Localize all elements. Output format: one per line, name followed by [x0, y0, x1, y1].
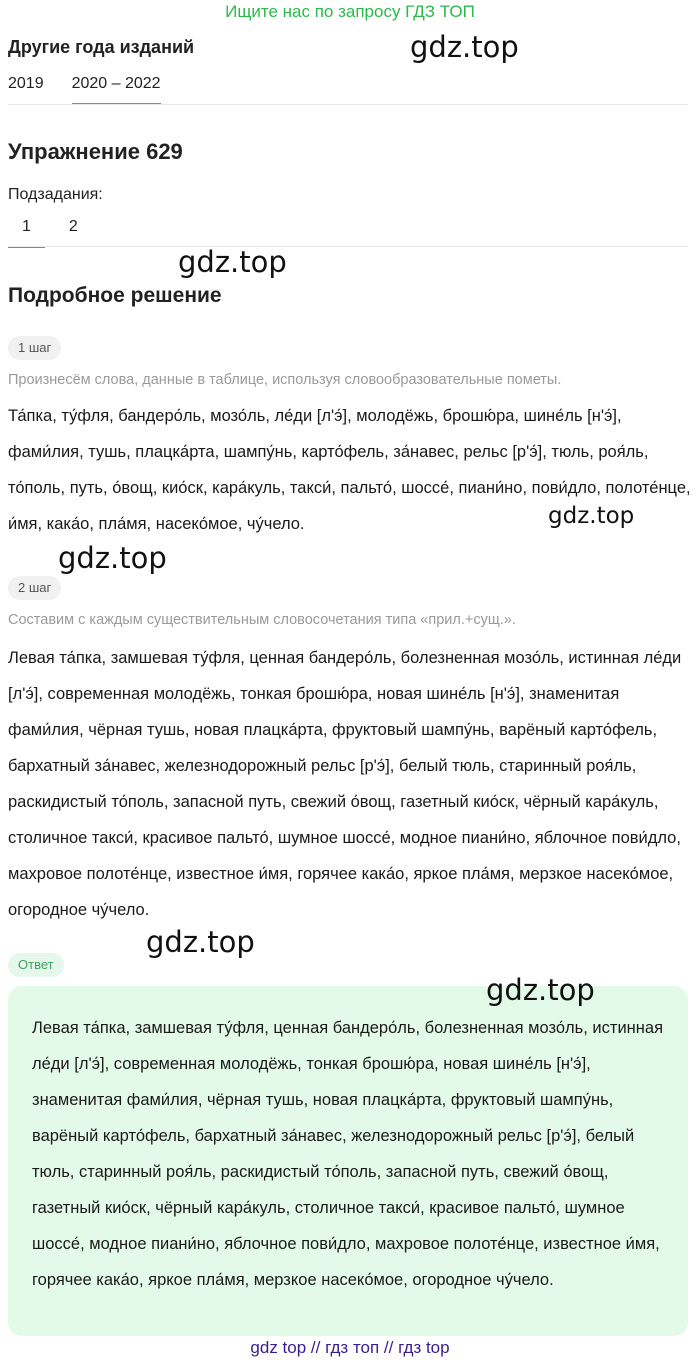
watermark: gdz.top	[548, 503, 635, 529]
footer-links[interactable]: gdz top // гдз топ // гдз top	[250, 1338, 450, 1357]
exercise-title: Упражнение 629	[8, 139, 183, 164]
answer-text: Левая та́пка, замшевая ту́фля, ценная бандеро́ль, болезненная мозо́ль, истинная ле́ди [л'э́], современная молодёжь, тонкая брошю́ра, новая шине́ль [н'э́], знаменитая фами́лия, чёрная тушь, новая плацка́рта, фруктовый шампу́нь, варёный карто́фель, бархатный за́навес, железнодорожный рельс [р'э́], белый тюль, старинный роя́ль, раскидистый то́поль, запасной путь, свежий о́вощ, газетный кио́ск, чёрный кара́куль, столичное такси́, красивое пальто́, шумное шоссе́, модное пиани́но, яблочное пови́дло, махровое полоте́нце, известное и́мя, горячее кака́о, яркое пла́мя, мерзкое насеко́мое, огородное чу́чело.	[32, 1019, 664, 1289]
step-hint: Составим с каждым существительным словосочетания типа «прил.+сущ.».	[8, 612, 516, 628]
year-tabs	[8, 75, 189, 105]
watermark: gdz.top	[146, 925, 255, 959]
divider	[8, 104, 688, 105]
tab-year-2019[interactable]: 2019	[8, 75, 44, 92]
answer-badge: Ответ	[8, 953, 64, 977]
tab-subtask-2[interactable]: 2	[68, 218, 78, 235]
tab-year-2020-2022[interactable]: 2020 – 2022	[72, 75, 161, 105]
other-years-title: Другие года изданий	[8, 37, 195, 57]
step-text: Та́пка, ту́фля, бандеро́ль, мозо́ль, ле́ди [л'э́], молодёжь, брошю́ра, шине́ль [н'э́], фами́лия, тушь, плацка́рта, шампу́нь, карто́фель, за́навес, рельс [р'э́], тюль, роя́ль, то́поль, путь, о́вощ, кио́ск, кара́куль, такси́, пальто́, шоссе́, пиани́но, пови́дло, полоте́нце, и́мя, кака́о, пла́мя, насеко́мое, чу́чело.	[8, 407, 691, 533]
solution-title: Подробное решение	[8, 284, 222, 307]
promo-banner[interactable]: Ищите нас по запросу ГДЗ ТОП	[225, 2, 475, 21]
watermark: gdz.top	[486, 973, 595, 1007]
step-hint: Произнесём слова, данные в таблице, используя словообразовательные пометы.	[8, 372, 562, 388]
watermark: gdz.top	[58, 541, 167, 575]
watermark: gdz.top	[410, 30, 519, 64]
step-badge: 1 шаг	[8, 336, 61, 360]
subtask-tabs	[8, 218, 106, 248]
step-text: Левая та́пка, замшевая ту́фля, ценная бандеро́ль, болезненная мозо́ль, истинная ле́ди [л'э́], современная молодёжь, тонкая брошю́ра, новая шине́ль [н'э́], знаменитая фами́лия, чёрная тушь, новая плацка́рта, фруктовый шампу́нь, варёный карто́фель, бархатный за́навес, железнодорожный рельс [р'э́], белый тюль, старинный роя́ль, раскидистый то́поль, запасной путь, свежий о́вощ, газетный кио́ск, чёрный кара́куль, столичное такси́, красивое пальто́, шумное шоссе́, модное пиани́но, яблочное пови́дло, махровое полоте́нце, известное и́мя, горячее кака́о, яркое пла́мя, мерзкое насеко́мое, огородное чу́чело.	[8, 649, 682, 919]
step-badge: 2 шаг	[8, 576, 61, 600]
tab-subtask-1[interactable]: 1	[8, 218, 45, 248]
watermark: gdz.top	[178, 245, 287, 279]
divider	[8, 246, 688, 247]
subtasks-label: Подзадания:	[8, 186, 103, 203]
